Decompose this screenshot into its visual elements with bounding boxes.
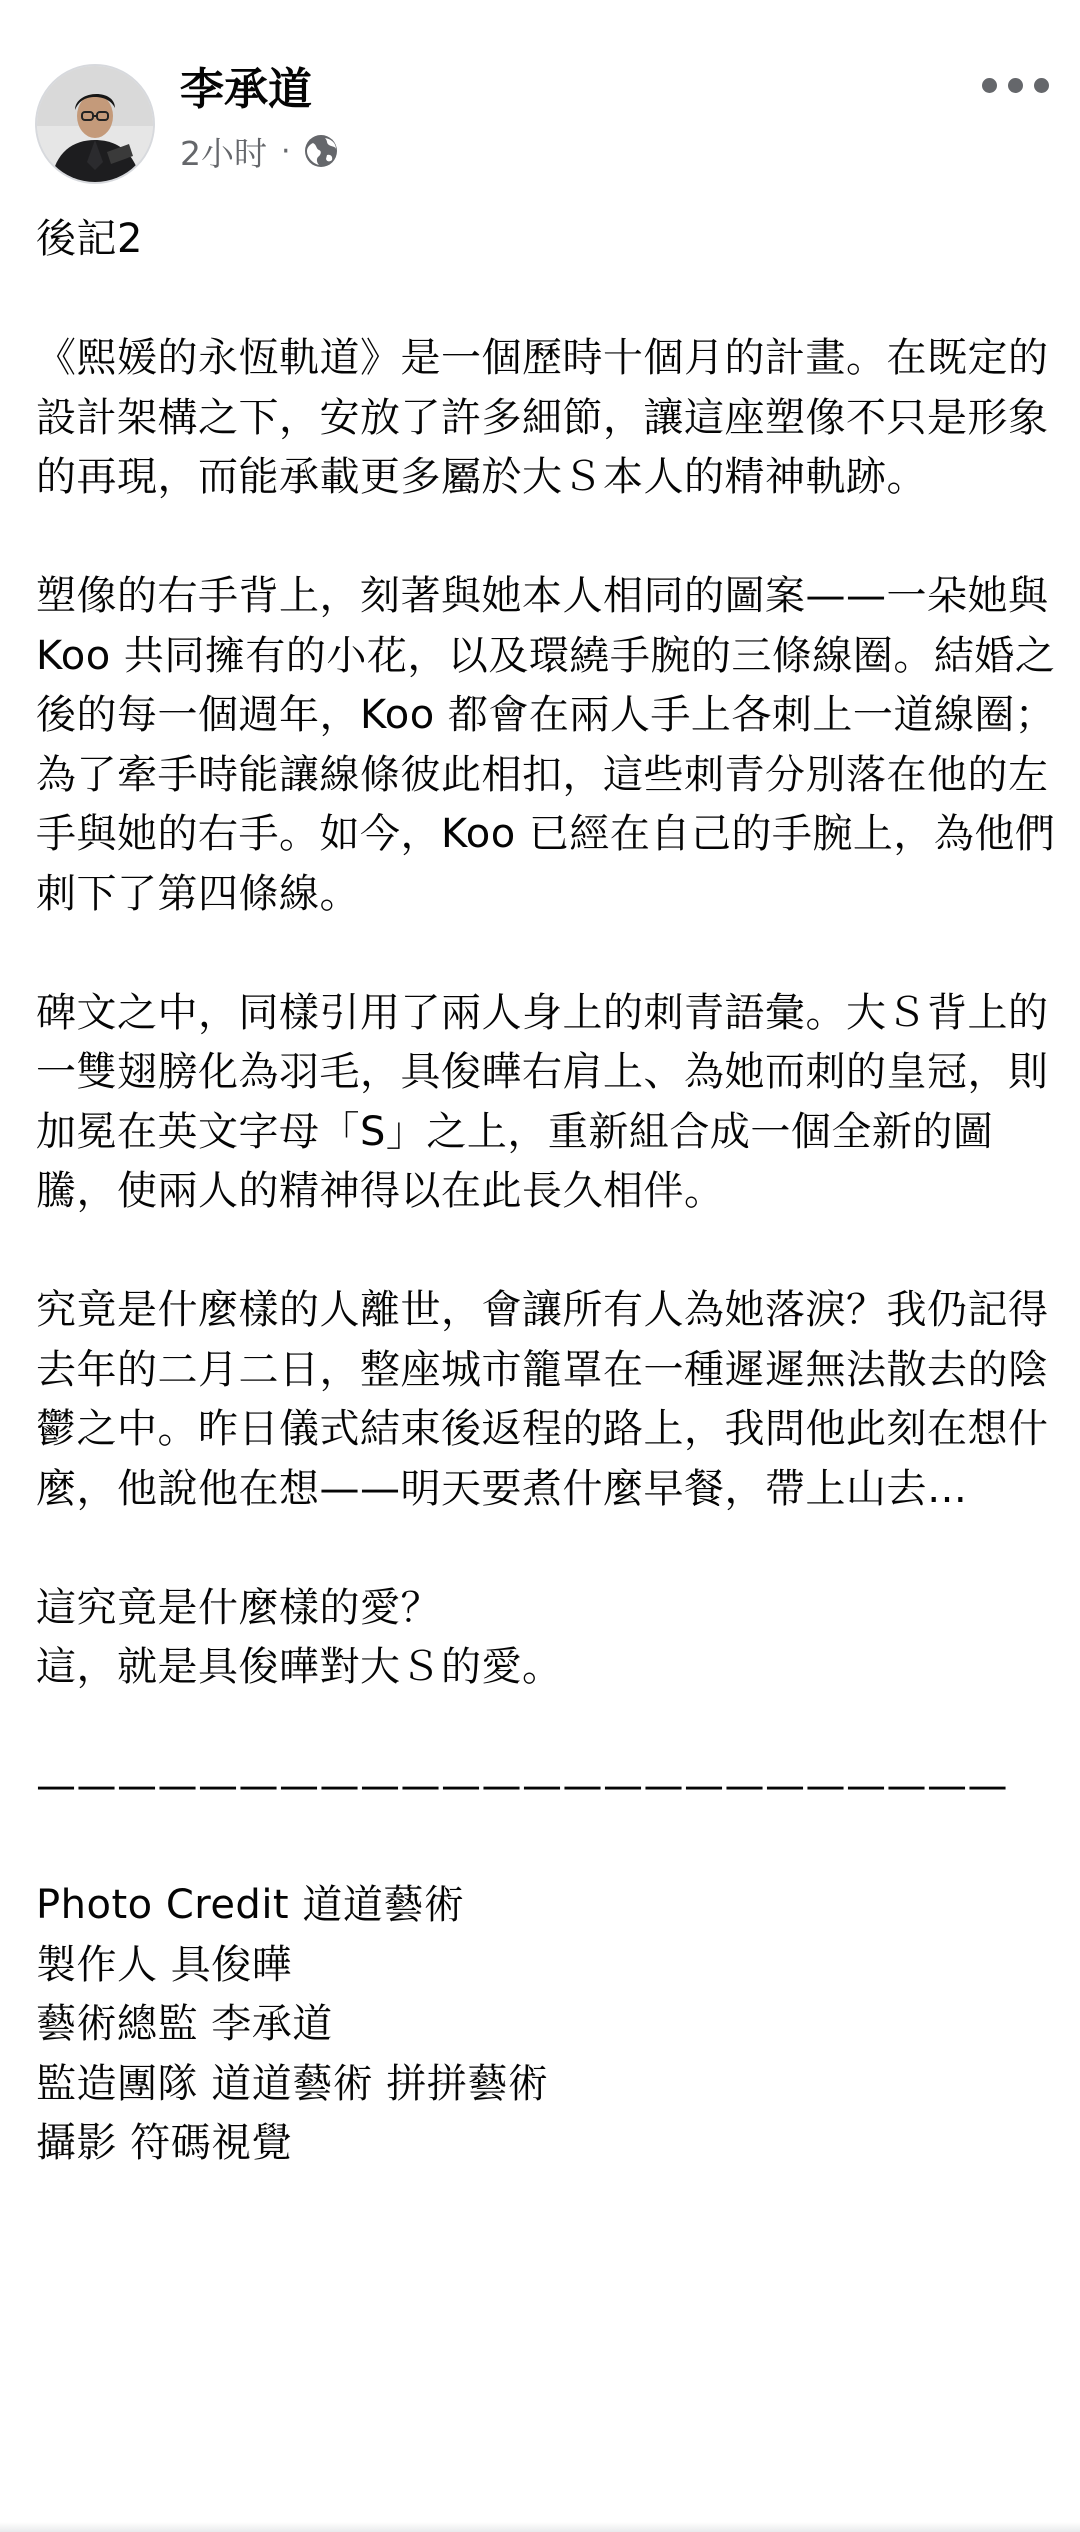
credit-photo: Photo Credit 道道藝術 (36, 1882, 465, 1928)
author-name[interactable]: 李承道 (180, 64, 312, 115)
credit-art-director: 藝術總監 李承道 (36, 2001, 333, 2047)
meta-separator: · (281, 133, 291, 169)
paragraph-1: 《熙媛的永恆軌道》是一個歷時十個月的計畫。在既定的設計架構之下，安放了許多細節，讓這座塑像不只是形象的再現，而能承載更多屬於大Ｓ本人的精神軌跡。 (36, 335, 1049, 500)
post-time[interactable]: 2小时 (180, 133, 267, 173)
avatar-photo (37, 66, 153, 182)
post-header (0, 0, 1080, 190)
paragraph-3: 碑文之中，同樣引用了兩人身上的刺青語彙。大Ｓ背上的一雙翅膀化為羽毛，具俊曄右肩上、為她而刺的皇冠，則加冕在英文字母「S」之上，重新組合成一個全新的圖騰，使兩人的精神得以在此長久相伴。 (36, 989, 1049, 1214)
paragraph-5-line-2: 這，就是具俊曄對大Ｓ的愛。 (36, 1644, 563, 1690)
paragraph-4: 究竟是什麼樣的人離世，會讓所有人為她落淚？我仍記得去年的二月二日，整座城市籠罩在一種遲遲無法散去的陰鬱之中。昨日儀式結束後返程的路上，我問他此刻在想什麼，他說他在想——明天要煮什麼早餐，帶上山去… (36, 1287, 1049, 1512)
paragraph-2: 塑像的右手背上，刻著與她本人相同的圖案——一朵她與 Koo 共同擁有的小花，以及環繞手腕的三條線圈。結婚之後的每一個週年，Koo 都會在兩人手上各刺上一道線圈；為了牽手時能讓線條彼此相扣，這些刺青分別落在他的左手與她的右手。如今，Koo 已經在自己的手腕上，為他們刺下了第四條線。 (36, 573, 1062, 917)
more-dot-3 (1034, 78, 1049, 93)
credit-photography: 攝影 符碼視覺 (36, 2120, 293, 2166)
text-divider: ———————————————————————— (36, 1763, 1008, 1809)
more-options-button[interactable] (978, 66, 1058, 106)
credit-supervision-team: 監造團隊 道道藝術 拼拼藝術 (36, 2060, 549, 2107)
post-body (36, 210, 1062, 2174)
more-dot-2 (1008, 78, 1023, 93)
globe-icon[interactable] (303, 133, 339, 169)
post-heading: 後記2 (36, 216, 143, 262)
credit-producer: 製作人 具俊曄 (36, 1941, 293, 1988)
post-meta (180, 128, 339, 174)
more-horizontal-icon (982, 78, 997, 93)
paragraph-5-line-1: 這究竟是什麼樣的愛？ (36, 1584, 441, 1631)
author-avatar[interactable] (35, 64, 155, 184)
bottom-edge (0, 2522, 1080, 2532)
